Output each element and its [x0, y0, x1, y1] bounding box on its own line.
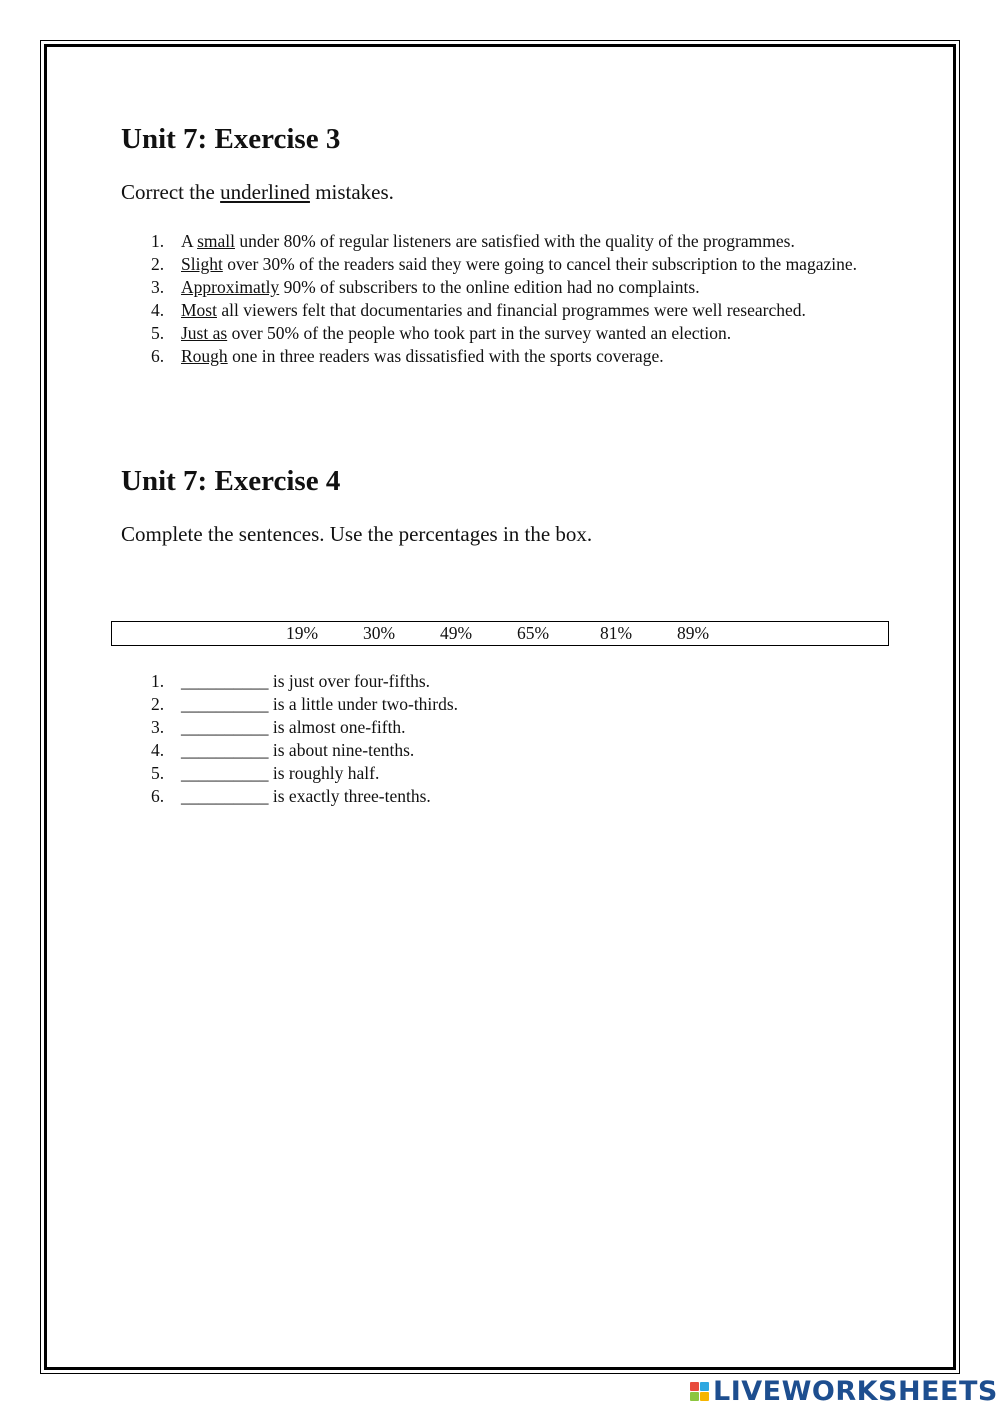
list-item — [140, 299, 885, 322]
exercise3-instruction — [121, 182, 394, 203]
exercise4-list — [140, 670, 885, 808]
item-text: is about nine-tenths. — [268, 740, 415, 760]
logo-tile — [690, 1382, 699, 1391]
item-number: 5. — [151, 763, 165, 783]
item-number: 1. — [151, 231, 165, 251]
list-item — [140, 785, 885, 808]
item-text: is just over four-fifths. — [268, 671, 430, 691]
list-item — [140, 739, 885, 762]
item-number: 2. — [151, 694, 165, 714]
item-number: 2. — [151, 254, 165, 274]
answer-blank[interactable]: __________ — [181, 671, 269, 691]
logo-text: LIVEWORKSHEETS — [713, 1375, 998, 1407]
percentage-option: 49% — [440, 623, 473, 643]
percentage-box — [111, 621, 889, 646]
underlined-mistake: Most — [181, 300, 217, 320]
underlined-mistake: Just as — [181, 323, 228, 343]
exercise4-instruction: Complete the sentences. Use the percentages in the box. — [121, 522, 593, 546]
underlined-mistake: Rough — [181, 346, 228, 366]
list-item — [140, 322, 885, 345]
item-text: over 50% of the people who took part in the survey wanted an election. — [227, 323, 732, 343]
logo-tile — [690, 1392, 699, 1401]
item-text: over 30% of the readers said they were going to cancel their subscription to the magazine. — [222, 254, 857, 274]
logo-tile — [700, 1392, 709, 1401]
liveworksheets-logo-icon — [690, 1382, 709, 1401]
list-item — [140, 345, 885, 368]
item-text: is roughly half. — [268, 763, 380, 783]
item-number: 3. — [151, 717, 165, 737]
percentage-option: 81% — [600, 623, 633, 643]
exercise3-list — [140, 230, 885, 368]
list-item — [140, 670, 885, 693]
underlined-mistake: Slight — [181, 254, 223, 274]
item-text: 90% of subscribers to the online edition had no complaints. — [279, 277, 700, 297]
item-text: all viewers felt that documentaries and financial programmes were well researched. — [216, 300, 806, 320]
logo-tile — [700, 1382, 709, 1391]
percentage-option: 89% — [677, 623, 710, 643]
instruction-text: Correct the — [121, 180, 221, 204]
percentage-option: 19% — [286, 623, 319, 643]
item-number: 4. — [151, 740, 165, 760]
percentage-option: 30% — [363, 623, 396, 643]
list-item — [140, 693, 885, 716]
list-item — [140, 230, 885, 253]
underlined-mistake: small — [197, 231, 235, 251]
item-number: 4. — [151, 300, 165, 320]
answer-blank[interactable]: __________ — [181, 740, 269, 760]
exercise3-title: Unit 7: Exercise 3 — [121, 123, 341, 155]
liveworksheets-logo[interactable] — [690, 1376, 998, 1406]
item-number: 5. — [151, 323, 165, 343]
percentage-option: 65% — [517, 623, 550, 643]
item-number: 3. — [151, 277, 165, 297]
list-item — [140, 762, 885, 785]
item-number: 1. — [151, 671, 165, 691]
instruction-underlined: underlined — [220, 180, 310, 204]
item-number: 6. — [151, 346, 165, 366]
list-item — [140, 716, 885, 739]
item-text: is almost one-fifth. — [268, 717, 406, 737]
item-text: under 80% of regular listeners are satisfied with the quality of the programmes. — [234, 231, 795, 251]
list-item — [140, 253, 885, 276]
item-number: 6. — [151, 786, 165, 806]
answer-blank[interactable]: __________ — [181, 717, 269, 737]
item-text: is exactly three-tenths. — [268, 786, 431, 806]
answer-blank[interactable]: __________ — [181, 694, 269, 714]
answer-blank[interactable]: __________ — [181, 786, 269, 806]
exercise4-title: Unit 7: Exercise 4 — [121, 465, 341, 497]
underlined-mistake: Approximatly — [181, 277, 280, 297]
instruction-text: mistakes. — [309, 180, 394, 204]
answer-blank[interactable]: __________ — [181, 763, 269, 783]
item-text: one in three readers was dissatisfied with the sports coverage. — [227, 346, 664, 366]
item-text: is a little under two-thirds. — [268, 694, 459, 714]
list-item — [140, 276, 885, 299]
item-text: A — [181, 231, 198, 251]
